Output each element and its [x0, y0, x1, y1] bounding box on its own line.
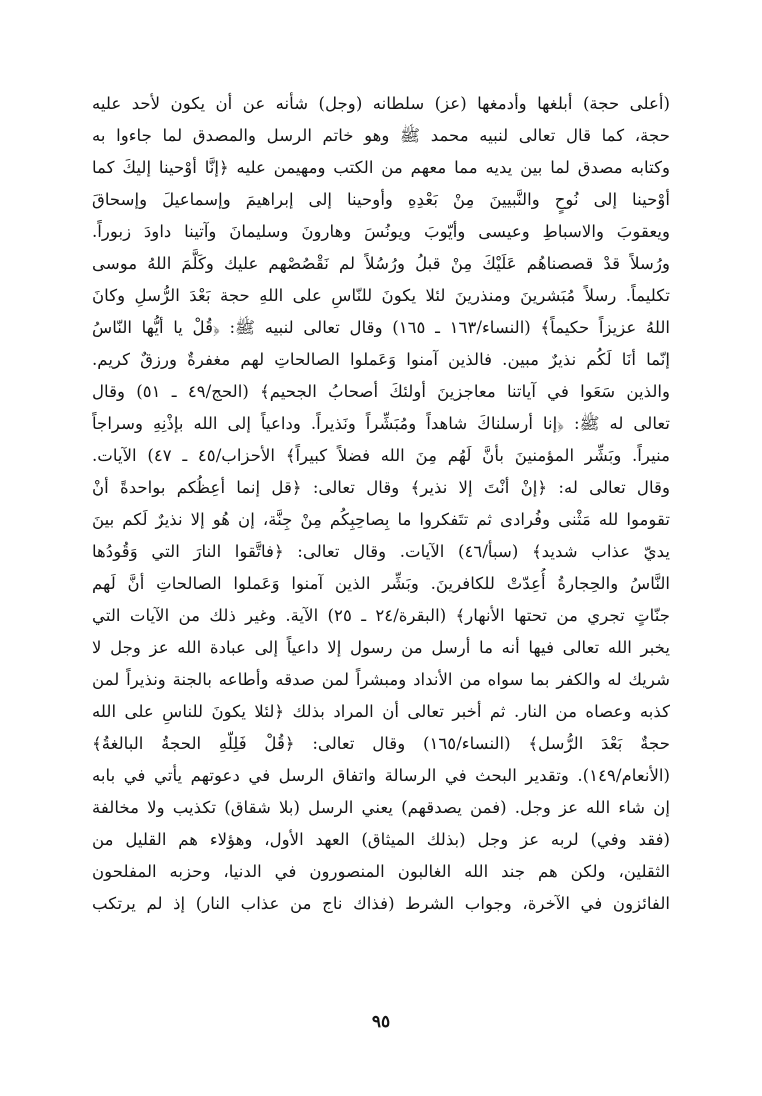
text-line-25: الثقلين، ولكن هم جند الله الغالبون المنصورون في الدنيا، وحزبه المفلحون — [92, 862, 670, 881]
page-body-text — [92, 88, 670, 920]
text-line-5: ويعقوبَ والاسباطِ وعيسى وأيّوبَ ويونُسَ وهارونَ وسليمانَ وآتينا داودَ زبوراً. — [92, 222, 670, 241]
text-line-4: أوْحينا إلى نُوحٍ والنَّبيينَ مِنْ بَعْدِهِ وأوحينا إلى إبراهيمَ وإسماعيلَ وإسحاقَ — [92, 190, 670, 209]
text-line-8: اللهُ عزيزاً حكيماً﴾ (النساء/١٦٣ ـ ١٦٥) وقال تعالى لنبيه ﷺ: ﴿قُلْ يا أيُّها النّاسُ — [92, 318, 670, 337]
text-line-15: يديّ عذاب شديد﴾ (سبأ/٤٦) الآيات. وقال تعالى: ﴿فاتَّقوا النارَ التي وَقُودُها — [92, 542, 670, 561]
text-line-10: والذين سَعَوا في آياتنا معاجزينَ أولئكَ أصحابُ الجحيم﴾ (الحج/٤٩ ـ ٥١) وقال — [92, 382, 670, 401]
text-line-22: (الأنعام/١٤٩). وتقدير البحث في الرسالة واتفاق الرسل في دعوتهم يأتي في بابه — [92, 766, 670, 785]
text-line-12: منيراً. وبَشِّر المؤمنينَ بأنَّ لَهُم مِنَ الله فضلاً كبيراً﴾ الأحزاب/٤٥ ـ ٤٧) الآيات. — [92, 446, 670, 465]
text-line-20: كذبه وعصاه من النار. ثم أخبر تعالى أن المراد بذلك ﴿لئلا يكونَ للناسِ على الله — [92, 702, 670, 721]
text-line-14: تقوموا لله مَثْنى وفُرادى ثم تتَفكروا ما بِصاحِبِكُم مِنْ جِنَّة، إن هُو إلا نذيرٌ لَكم بينَ — [92, 510, 670, 529]
text-line-18: يخبر الله تعالى فيها أنه ما أرسل من رسول إلا داعياً إلى عبادة الله عز وجل لا — [92, 638, 670, 657]
text-line-9: إنّما أنَا لَكُم نذيرٌ مبين. فالذين آمنوا وَعَملوا الصالحاتِ لهم مغفرةٌ ورزقٌ كريم. — [92, 350, 670, 369]
text-line-17: جنّاتٍ تجري من تحتها الأنهار﴾ (البقرة/٢٤ ـ ٢٥) الآية. وغير ذلك من الآيات التي — [92, 606, 670, 625]
text-line-19: شريك له والكفر بما سواه من الأنداد ومبشراً لمن صدقه وأطاعه بالجنة ونذيراً لمن — [92, 670, 670, 689]
text-line-23: إن شاء الله عز وجل. (فمن يصدقهم) يعني الرسل (بلا شقاق) تكذيب ولا مخالفة — [92, 798, 670, 817]
text-line-21: حجةٌ بَعْدَ الرُّسل﴾ (النساء/١٦٥) وقال تعالى: ﴿قُلْ فَلِلّهِ الحجةُ البالغةُ﴾ — [92, 734, 670, 753]
text-line-2: حجة، كما قال تعالى لنبيه محمد ﷺ وهو خاتم الرسل والمصدق لما جاءوا به — [92, 126, 670, 145]
text-line-24: (فقد وفي) لربه عز وجل (بذلك الميثاق) العهد الأول، وهؤلاء هم القليل من — [92, 830, 670, 849]
page-number: ٩٥ — [371, 1012, 391, 1032]
text-line-6: ورُسلاً قدْ قصصناهُم عَلَيْكَ مِنْ قبلُ ورُسُلاً لم نَقْصُصْهم عليك وكَلَّمَ اللهُ موسى — [92, 254, 670, 273]
text-line-1: (أعلى حجة) أبلغها وأدمغها (عز) سلطانه (وجل) شأنه عن أن يكون لأحد عليه — [92, 94, 670, 113]
text-line-3: وكتابه مصدق لما بين يديه مما معهم من الكتب ومهيمن عليه ﴿إنَّا أوْحينا إليكَ كما — [92, 158, 670, 177]
text-line-11: تعالى له ﷺ: ﴿إنا أرسلناكَ شاهداً ومُبَشِّراً ونَذيراً. وداعياً إلى الله بإذْنِهِ وسراجاً — [92, 414, 670, 433]
text-line-16: النَّاسُ والحِجارةُ أُعِدّتْ للكافرينَ. وبَشِّر الذين آمنوا وَعَملوا الصالحاتِ أنَّ لَهم — [92, 574, 670, 593]
text-line-26: الفائزون في الآخرة، وجواب الشرط (فذاك ناج من عذاب النار) إذ لم يرتكب — [92, 894, 670, 913]
text-line-7: تكليماً. رسلاً مُبَشرينَ ومنذرينَ لئلا يكونَ للنّاسِ على اللهِ حجة بَعْدَ الرُّسلِ وكانَ — [92, 286, 670, 305]
text-line-13: وقال تعالى له: ﴿إنْ أنْتَ إلا نذير﴾ وقال تعالى: ﴿قل إنما أعِظُكم بواحدةً أنْ — [92, 478, 670, 497]
